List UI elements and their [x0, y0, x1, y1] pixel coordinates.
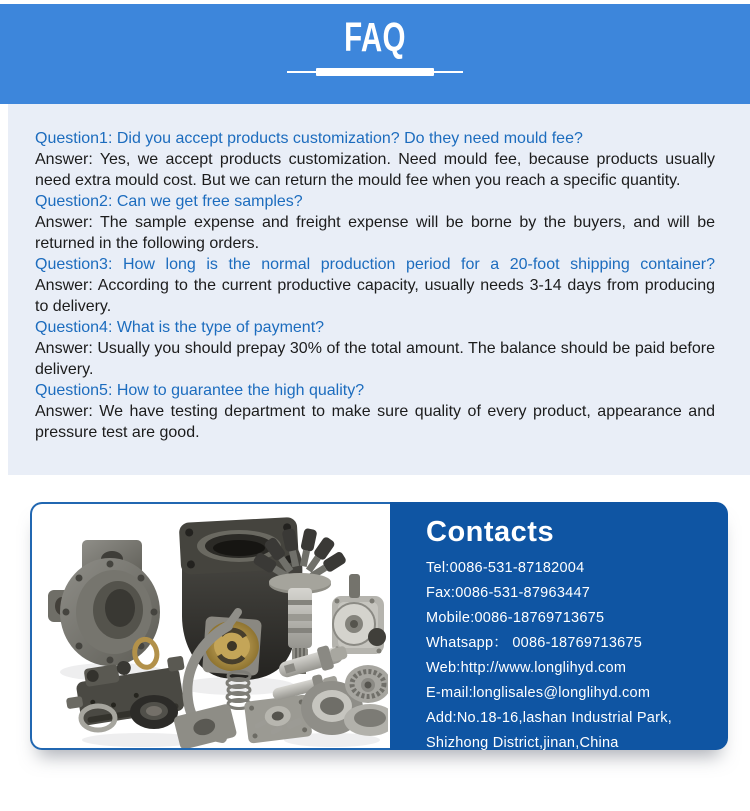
contact-line: E-mail:longlisales@longlihyd.com [426, 685, 651, 701]
faq-section [8, 104, 750, 475]
part-cover-plate [173, 703, 238, 748]
faq-banner [0, 4, 750, 104]
faq-answer: Answer: Usually you should prepay 30% of the total amount. The balance should be paid before delivery. [35, 340, 715, 378]
faq-item [35, 191, 715, 254]
faq-answer: Answer: We have testing department to make sure quality of every product, appearance and pressure test are good. [35, 403, 715, 441]
faq-item [35, 128, 715, 191]
part-oil-seal [130, 695, 178, 729]
faq-answer: Answer: The sample expense and freight expense will be borne by the buyers, and will be returned in the following orders. [35, 214, 715, 252]
part-gear-pump [332, 574, 386, 654]
banner-divider [287, 66, 463, 78]
faq-item [35, 254, 715, 317]
faq-answer: Answer: Yes, we accept products customization. Need mould fee, because products usually need extra mould cost. But we can return the mould fee when you reach a specific quantity. [35, 151, 715, 189]
part-flange-housing [48, 540, 160, 666]
contact-line: Add:No.18-16,lashan Industrial Park, [426, 710, 672, 726]
contact-line: Web:http://www.longlihyd.com [426, 660, 627, 676]
contact-line: Fax:0086-531-87963447 [426, 585, 591, 601]
products-photo-panel [30, 502, 390, 750]
faq-question: Question4: What is the type of payment? [35, 319, 325, 336]
page-title: FAQ [344, 14, 406, 60]
hydraulic-parts-photo [32, 504, 388, 748]
faq-question: Question1: Did you accept products customization? Do they need mould fee? [35, 130, 583, 147]
contact-line: Mobile:0086-18769713675 [426, 610, 605, 626]
contact-line: Shizhong District,jinan,China [426, 735, 619, 751]
faq-item [35, 380, 715, 443]
faq-answer: Answer: According to the current productive capacity, usually needs 3-14 days from producing to delivery. [35, 277, 715, 315]
divider-thick-bar [316, 68, 434, 76]
contacts-title: Contacts [426, 516, 555, 548]
faq-question: Question3: How long is the normal production period for a 20-foot shipping container? [35, 256, 715, 273]
faq-item [35, 317, 715, 380]
contact-line: Whatsapp： 0086-18769713675 [426, 635, 643, 651]
contacts-panel [390, 502, 728, 750]
contact-line: Tel:0086-531-87182004 [426, 560, 585, 576]
contacts-list [426, 556, 720, 756]
contact-card [30, 502, 728, 750]
faq-question: Question5: How to guarantee the high quality? [35, 382, 365, 399]
faq-question: Question2: Can we get free samples? [35, 193, 303, 210]
